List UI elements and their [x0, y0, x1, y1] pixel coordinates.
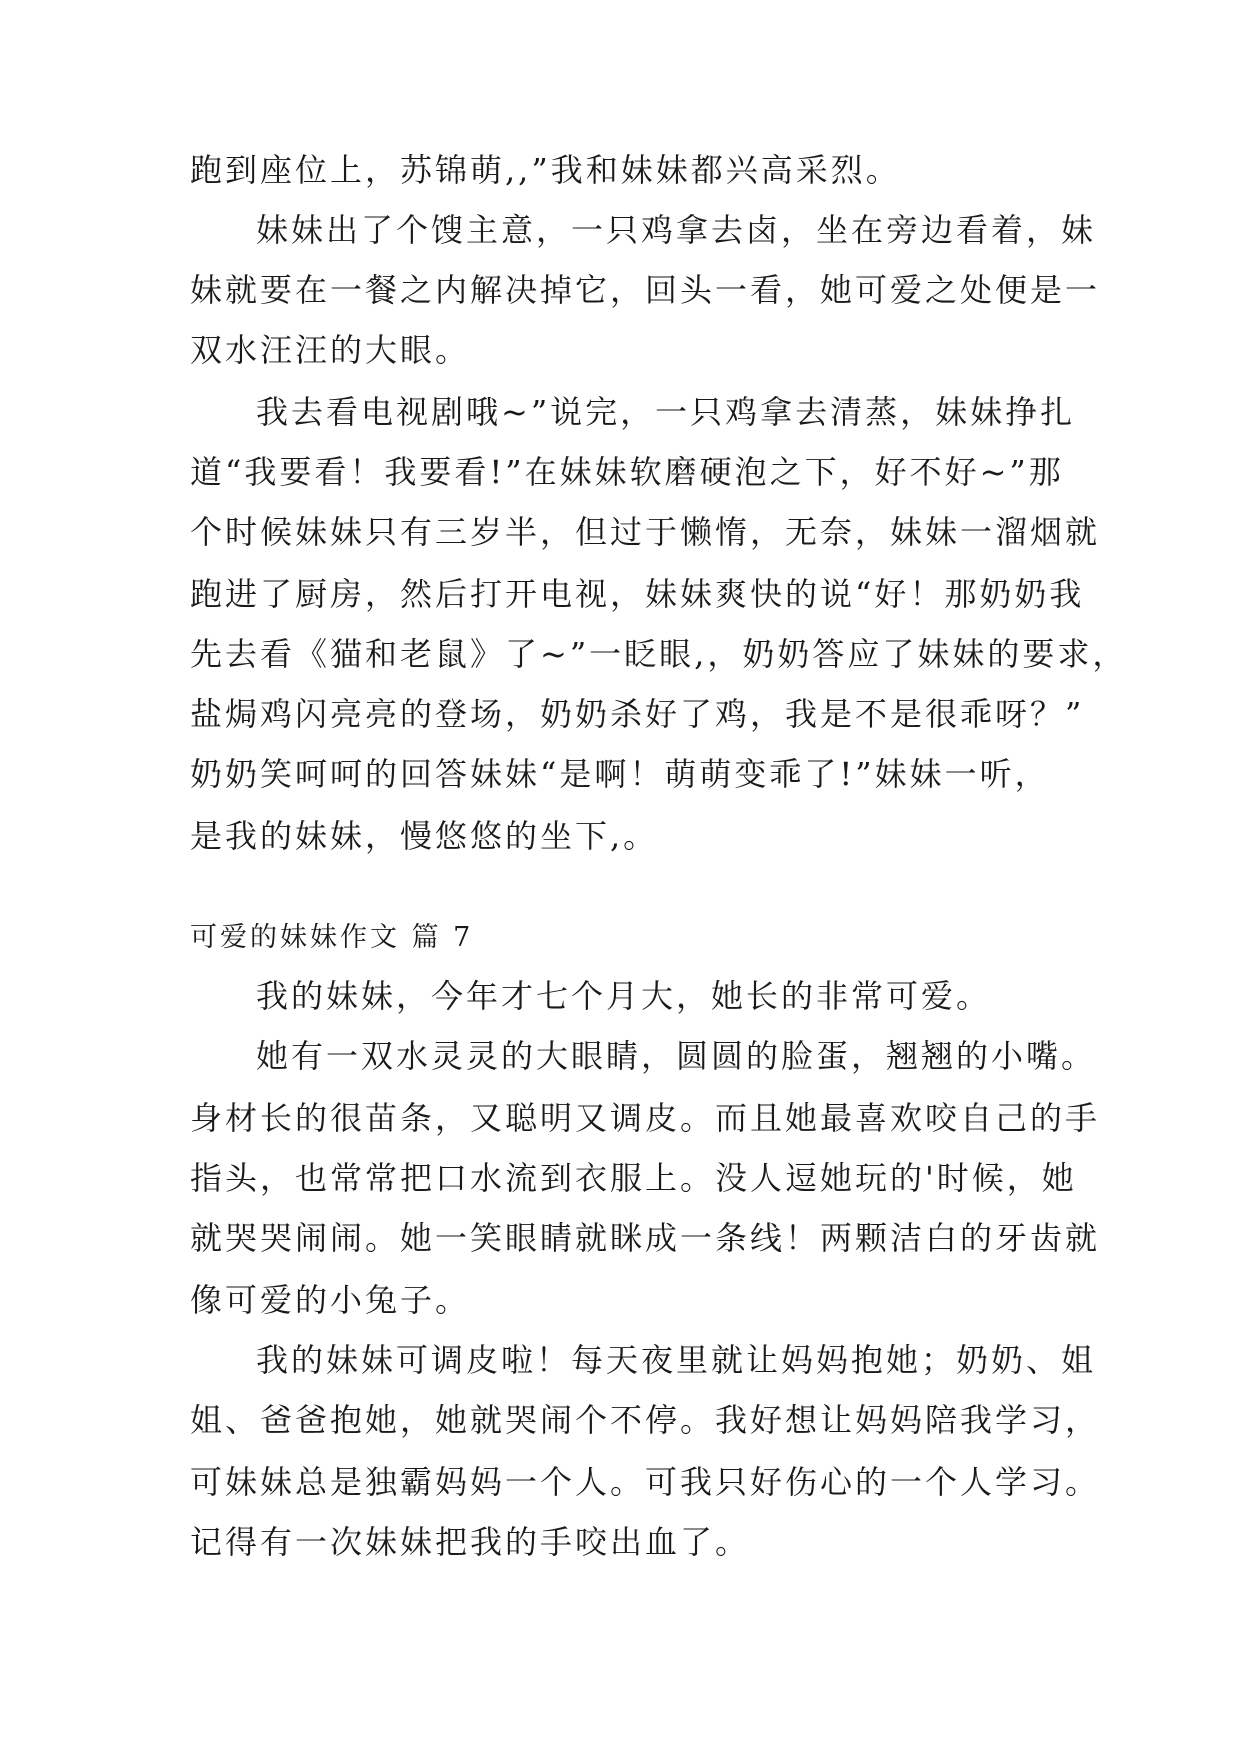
text-line: 姐、爸爸抱她，她就哭闹个不停。我好想让妈妈陪我学习， — [190, 1401, 1101, 1439]
text-line: 可妹妹总是独霸妈妈一个人。可我只好伤心的一个人学习。 — [190, 1463, 1101, 1501]
text-line: 身材长的很苗条，又聪明又调皮。而且她最喜欢咬自己的手 — [190, 1099, 1101, 1137]
text-line: 先去看《猫和老鼠》了~”一眨眼,，奶奶答应了妹妹的要求， — [190, 635, 1128, 673]
text-line: 就哭哭闹闹。她一笑眼睛就眯成一条线！两颗洁白的牙齿就 — [190, 1219, 1101, 1257]
text-line: 奶奶笑呵呵的回答妹妹“是啊！萌萌变乖了!”妹妹一听， — [190, 755, 1050, 793]
text-line: 盐焗鸡闪亮亮的登场，奶奶杀好了鸡，我是不是很乖呀？” — [190, 695, 1085, 733]
text-line: 妹就要在一餐之内解决掉它，回头一看，她可爱之处便是一 — [190, 271, 1101, 309]
text-line: 双水汪汪的大眼。 — [190, 331, 471, 369]
text-line: 是我的妹妹，慢悠悠的坐下,。 — [190, 817, 659, 855]
text-line: 个时候妹妹只有三岁半，但过于懒惰，无奈，妹妹一溜烟就 — [190, 513, 1101, 551]
text-line: 记得有一次妹妹把我的手咬出血了。 — [190, 1523, 751, 1561]
text-line: 道“我要看！我要看!”在妹妹软磨硬泡之下，好不好~”那 — [190, 453, 1064, 491]
text-line: 跑进了厨房，然后打开电视，妹妹爽快的说“好！那奶奶我 — [190, 575, 1085, 613]
text-line: 我的妹妹，今年才七个月大，她长的非常可爱。 — [256, 977, 992, 1015]
text-line: 指头，也常常把口水流到衣服上。没人逗她玩的'时候，她 — [190, 1159, 1077, 1197]
text-line: 我的妹妹可调皮啦！每天夜里就让妈妈抱她；奶奶、姐 — [256, 1341, 1097, 1379]
text-line: 我去看电视剧哦~”说完，一只鸡拿去清蒸，妹妹挣扎 — [256, 393, 1076, 431]
section-heading: 可爱的妹妹作文 篇 7 — [190, 922, 474, 953]
text-line: 妹妹出了个馊主意，一只鸡拿去卤，坐在旁边看着，妹 — [256, 211, 1097, 249]
text-line: 跑到座位上，苏锦萌,,”我和妹妹都兴高采烈。 — [190, 151, 901, 189]
text-line: 她有一双水灵灵的大眼睛，圆圆的脸蛋，翘翘的小嘴。 — [256, 1037, 1097, 1075]
text-line: 像可爱的小兔子。 — [190, 1281, 471, 1319]
